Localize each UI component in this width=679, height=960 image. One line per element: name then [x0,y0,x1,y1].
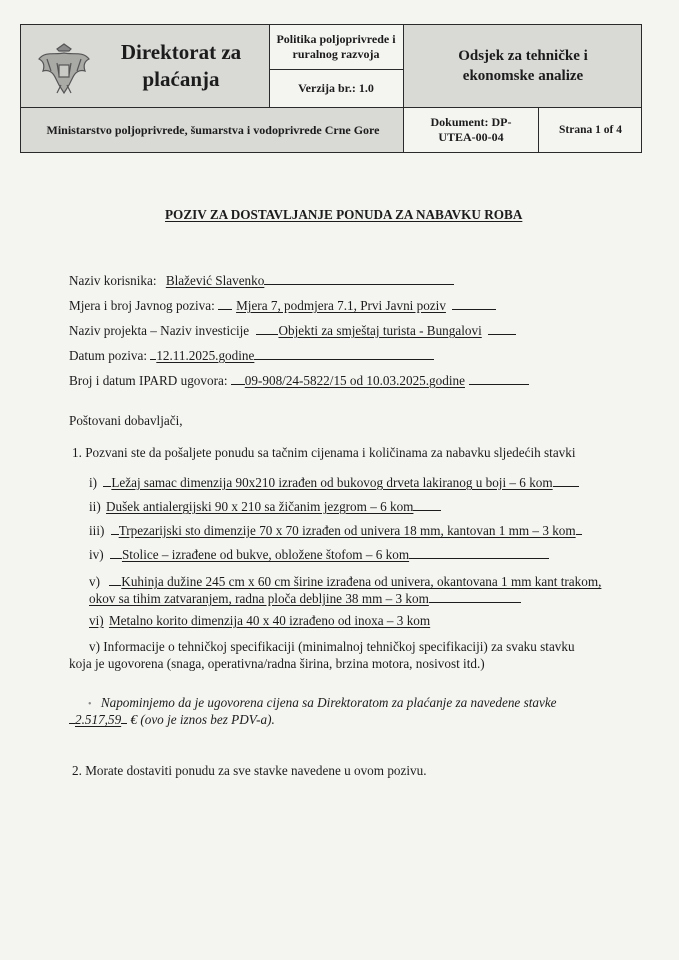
item-number: v) [89,574,100,589]
list-item [89,522,582,539]
greeting: Poštovani dobavljači, [69,413,183,428]
field-date [69,347,434,364]
info-line-1: v) Informacije o tehničkoj specifikaciji (minimalnoj tehničkoj specifikaciji) za svaku stavku [89,639,575,654]
field-contract-label: Broj i datum IPARD ugovora: [69,373,228,388]
item-text: Trpezarijski sto dimenzije 70 x 70 izrađen od univera 18 mm, kantovan 1 mm – 3 kom [118,523,576,538]
field-project-value: Objekti za smještaj turista - Bungalovi [278,323,482,338]
coat-of-arms-icon [35,41,93,97]
org-title: Direktorat za plaćanja [120,40,242,91]
item-number: i) [89,475,98,490]
list-item [89,546,549,563]
note-text: Napominjemo da je ugovorena cijena sa Direktoratom za plaćanje za navedene stavke [100,695,557,710]
header-table [20,24,642,153]
page-number: Strana 1 of 4 [559,123,622,136]
ministry-label: Ministarstvo poljoprivrede, šumarstva i vodoprivrede Crne Gore [46,122,380,137]
bullet-icon: • [88,699,92,710]
item-text: Metalno korito dimenzija 40 x 40 izrađeno od inoxa – 3 kom [108,613,431,628]
note-line-2 [69,711,275,728]
list-item [89,612,430,629]
item-number: ii) [89,499,101,514]
point-2: 2. Morate dostaviti ponudu za sve stavke navedene u ovom pozivu. [72,763,427,778]
field-project-label: Naziv projekta – Naziv investicije [69,323,250,338]
document-title: POZIV ZA DOSTAVLJANJE PONUDA ZA NABAVKU ROBA [165,207,523,222]
field-beneficiary [69,272,454,289]
field-beneficiary-value: Blažević Slavenko [165,273,265,288]
field-call-value: Mjera 7, podmjera 7.1, Prvi Javni poziv [236,298,446,313]
item-text: Ležaj samac dimenzija 90x210 izrađen od bukovog drveta lakiranog u boji – 6 kom [111,475,553,490]
field-date-label: Datum poziva: [69,348,148,363]
field-date-value: 12.11.2025.godine [156,348,255,363]
field-contract [69,372,529,389]
field-call [69,297,496,314]
field-project [69,322,516,339]
item-text: Kuhinja dužine 245 cm x 60 cm širine izrađena od univera, okantovana 1 mm kant trakom, [121,574,602,589]
info-line-2: koja je ugovorena (snaga, operativna/radna širina, brzina motora, nosivost itd.) [69,656,485,671]
note-currency-text: € (ovo je iznos bez PDV-a). [130,712,275,727]
item-text: Stolice – izrađene od bukve, obložene štofom – 6 kom [121,547,410,562]
item-number: iv) [89,547,104,562]
list-item [89,474,579,491]
field-call-label: Mjera i broj Javnog poziva: [69,298,215,313]
document-code: Dokument: DP-UTEA-00-04 [430,115,512,144]
list-item-continuation [89,590,521,607]
policy-label: Politika poljoprivrede i ruralnog razvoja [276,32,396,61]
point-1: 1. Pozvani ste da pošaljete ponudu sa tačnim cijenama i količinama za nabavku sljedećih stavki [72,445,576,460]
field-beneficiary-label: Naziv korisnika: [69,273,157,288]
note-amount: 2.517,59 [75,712,122,727]
department-label: Odsjek za tehničke i ekonomske analize [458,48,588,84]
item-number: vi) [89,613,104,628]
list-item [89,498,441,515]
item-text: Dušek antialergijski 90 x 210 sa žičanim jezgrom – 6 kom [106,499,414,514]
field-contract-value: 09-908/24-5822/15 od 10.03.2025.godine [244,373,465,388]
item-text-continued: okov sa tihim zatvaranjem, radna ploča debljine 38 mm – 3 kom [89,591,429,606]
list-item [89,573,601,590]
item-number: iii) [89,523,105,538]
version-label: Verzija br.: 1.0 [298,80,374,95]
